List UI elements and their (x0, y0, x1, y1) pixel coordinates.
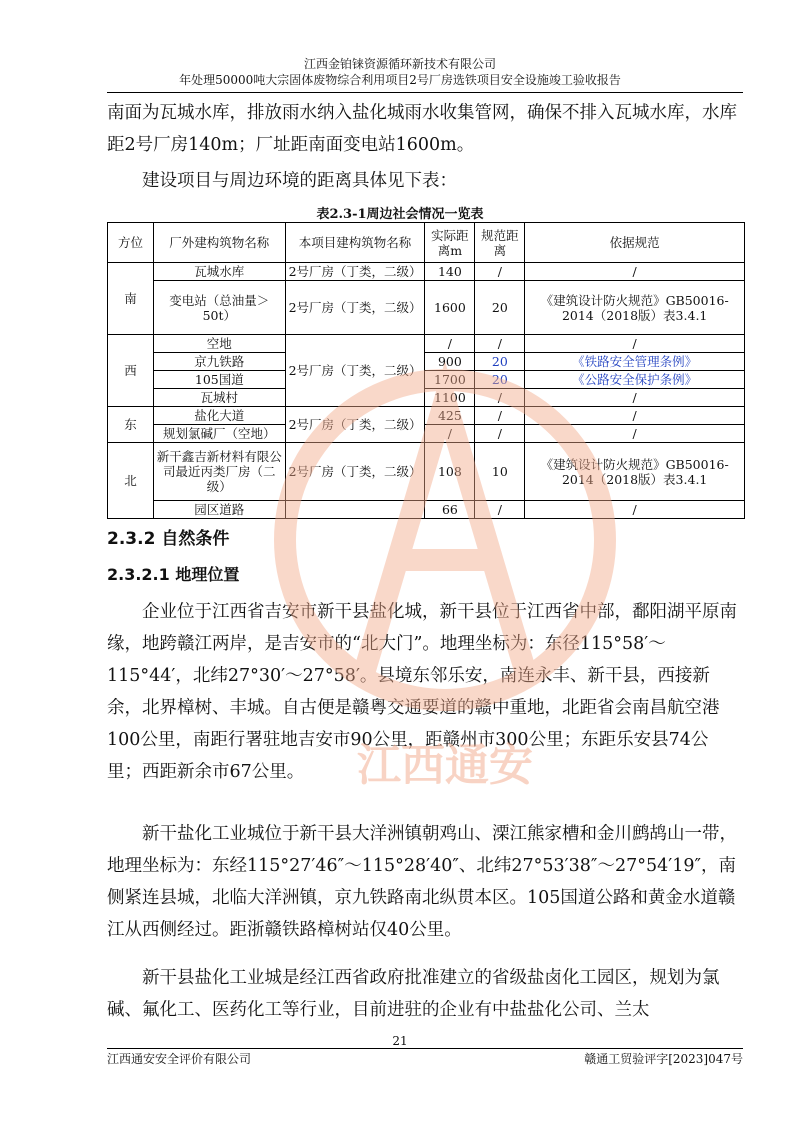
body-paragraph-3: 新干县盐化工业城是经江西省政府批准建立的省级盐卤化工园区，规划为氯碱、氟化工、医药化工等行业，目前进驻的企业有中盐盐化公司、兰太 (107, 968, 720, 1020)
footer-divider (107, 1048, 743, 1049)
cell-norm: 20 (475, 353, 525, 371)
cell-outside: 105国道 (153, 371, 285, 389)
table-caption: 表2.3-1周边社会情况一览表 (316, 207, 484, 222)
cell-basis: / (525, 407, 745, 425)
cell-actual: 66 (425, 501, 475, 519)
cell-basis-link[interactable]: 《铁路安全管理条例》 (525, 353, 745, 371)
intro-paragraph-2: 建设项目与周边环境的距离具体见下表： (142, 171, 457, 191)
cell-actual: / (425, 425, 475, 443)
cell-norm: / (475, 389, 525, 407)
cell-norm: / (475, 263, 525, 281)
cell-actual: 1600 (425, 281, 475, 335)
cell-project: 2号厂房（丁类，二级） (285, 443, 425, 501)
table-row (108, 501, 745, 519)
header-company: 江西金铂铼资源循环新技术有限公司 (303, 57, 496, 71)
footer-report-number: 赣通工贸验评字[2023]047号 (584, 1052, 743, 1066)
page-number: 21 (392, 1034, 408, 1048)
cell-basis: 《建筑设计防火规范》GB50016-2014（2018版）表3.4.1 (525, 443, 745, 501)
cell-direction-north: 北 (108, 443, 154, 519)
table-row (108, 281, 745, 335)
cell-outside: 变电站（总油量＞50t） (153, 281, 285, 335)
table-row (108, 443, 745, 501)
cell-project: 2号厂房（丁类，二级） (285, 407, 425, 443)
th-outside: 厂外建构筑物名称 (153, 223, 285, 263)
table-row (108, 263, 745, 281)
cell-actual: 1100 (425, 389, 475, 407)
cell-project: 2号厂房（丁类，二级） (285, 281, 425, 335)
section-heading: 2.3.2 自然条件 (107, 529, 230, 549)
cell-basis: 《建筑设计防火规范》GB50016-2014（2018版）表3.4.1 (525, 281, 745, 335)
cell-actual: 140 (425, 263, 475, 281)
header-report-title: 年处理50000吨大宗固体废物综合利用项目2号厂房选铁项目安全设施竣工验收报告 (179, 73, 621, 87)
watermark-text: 江西通安 (357, 740, 533, 791)
cell-actual: 425 (425, 407, 475, 425)
cell-outside: 瓦城水库 (153, 263, 285, 281)
cell-direction-south: 南 (108, 263, 154, 335)
cell-basis-link[interactable]: 《公路安全保护条例》 (525, 371, 745, 389)
page-header (0, 56, 800, 88)
cell-norm: / (475, 335, 525, 353)
cell-project: 2号厂房（丁类，二级） (285, 335, 425, 407)
subsection-heading: 2.3.2.1 地理位置 (107, 565, 240, 584)
cell-basis: / (525, 263, 745, 281)
cell-outside: 瓦城村 (153, 389, 285, 407)
footer-company: 江西通安安全评价有限公司 (107, 1052, 252, 1066)
cell-outside: 新干鑫吉新材料有限公司最近丙类厂房（二级） (153, 443, 285, 501)
cell-basis: / (525, 389, 745, 407)
th-norm: 规范距离 (475, 223, 525, 263)
cell-actual: 900 (425, 353, 475, 371)
intro-paragraph-1: 南面为瓦城水库，排放雨水纳入盐化城雨水收集管网，确保不排入瓦城水库，水库距2号厂房140m；厂址距南面变电站1600m。 (107, 103, 737, 155)
surroundings-table (107, 222, 745, 519)
cell-outside: 空地 (153, 335, 285, 353)
header-divider (107, 92, 743, 93)
cell-project: 2号厂房（丁类，二级） (285, 263, 425, 281)
cell-norm: 20 (475, 371, 525, 389)
th-basis: 依据规范 (525, 223, 745, 263)
table-row (108, 371, 745, 389)
cell-outside: 盐化大道 (153, 407, 285, 425)
table-header-row (108, 223, 745, 263)
cell-norm: 10 (475, 443, 525, 501)
table-row (108, 407, 745, 425)
table-row (108, 425, 745, 443)
table-row (108, 353, 745, 371)
table-row (108, 335, 745, 353)
th-actual: 实际距离m (425, 223, 475, 263)
cell-norm: / (475, 407, 525, 425)
cell-actual: 1700 (425, 371, 475, 389)
th-direction: 方位 (108, 223, 154, 263)
cell-outside: 园区道路 (153, 501, 285, 519)
body-paragraph-2: 新干盐化工业城位于新干县大洋洲镇朝鸡山、溧江熊家槽和金川鹧鸪山一带，地理坐标为：东经115°27′46″～115°28′40″、北纬27°53′38″～27°54′19″，南侧紧连县城，北临大洋洲镇，京九铁路南北纵贯本区。105国道公路和黄金水道赣江从西侧经过。距浙赣铁路樟树站仅40公里。 (107, 824, 737, 940)
cell-norm: / (475, 425, 525, 443)
th-project: 本项目建构筑物名称 (285, 223, 425, 263)
body-paragraph-1: 企业位于江西省吉安市新干县盐化城，新干县位于江西省中部，鄱阳湖平原南缘，地跨赣江两岸，是吉安市的“北大门”。地理坐标为：东径115°58′～115°44′，北纬27°30′～27°58′。县境东邻乐安，南连永丰、新干县，西接新余，北界樟树、丰城。自古便是赣粤交通要道的赣中重地，北距省会南昌航空港100公里，南距行署驻地吉安市90公里，距赣州市300公里；东距乐安县74公里；西距新余市67公里。 (107, 602, 737, 782)
cell-basis: / (525, 501, 745, 519)
cell-actual: / (425, 335, 475, 353)
cell-outside: 京九铁路 (153, 353, 285, 371)
cell-direction-west: 西 (108, 335, 154, 407)
table-row (108, 389, 745, 407)
cell-outside: 规划氯碱厂（空地） (153, 425, 285, 443)
cell-direction-east: 东 (108, 407, 154, 443)
cell-actual: 108 (425, 443, 475, 501)
cell-basis: / (525, 335, 745, 353)
cell-basis: / (525, 425, 745, 443)
cell-norm: / (475, 501, 525, 519)
cell-norm: 20 (475, 281, 525, 335)
